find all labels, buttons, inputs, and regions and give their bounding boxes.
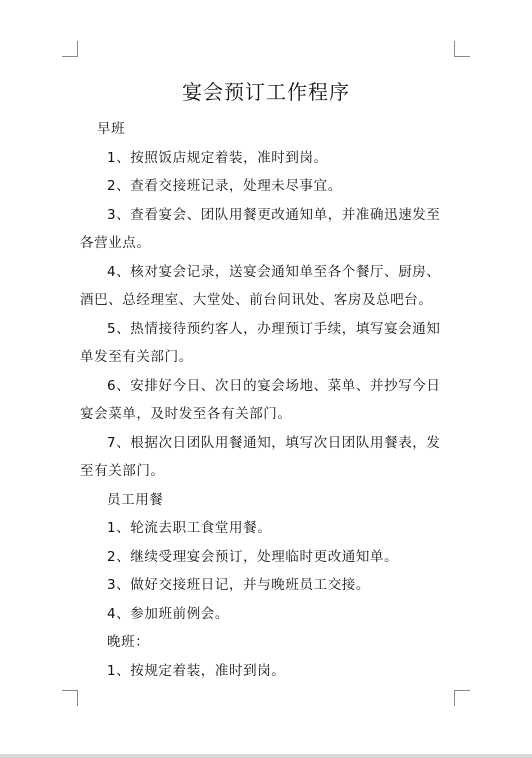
paragraph: 1、按照饭店规定着装，准时到岗。 xyxy=(107,149,328,166)
paragraph: 7、根据次日团队用餐通知，填写次日团队用餐表，发至有关部门。 xyxy=(80,434,441,479)
document-title: 宴会预订工作程序 xyxy=(182,80,350,104)
crop-mark-top-left xyxy=(62,41,78,57)
page-bottom-edge xyxy=(0,754,532,758)
crop-mark-bottom-right xyxy=(454,690,470,706)
paragraph: 2、查看交接班记录，处理未尽事宜。 xyxy=(107,178,342,194)
paragraph: 2、继续受理宴会预订，处理临时更改通知单。 xyxy=(107,548,399,565)
document-body xyxy=(80,115,452,685)
section-heading-staff-meal: 员工用餐 xyxy=(107,491,164,508)
paragraph: 3、查看宴会、团队用餐更改通知单，并准确迅速发至各营业点。 xyxy=(80,206,441,251)
paragraph: 4、核对宴会记录，送宴会通知单至各个餐厅、厨房、酒巴、总经理室、大堂处、前台问讯处、客房及总吧台。 xyxy=(80,263,441,308)
section-heading-early-shift: 早班 xyxy=(97,121,126,137)
crop-mark-top-right xyxy=(454,41,470,57)
paragraph: 6、安排好今日、次日的宴会场地、菜单、并抄写今日宴会菜单，及时发至各有关部门。 xyxy=(80,377,441,422)
paragraph: 3、做好交接班日记，并与晚班员工交接。 xyxy=(107,577,370,593)
paragraph: 1、按规定着装，准时到岗。 xyxy=(107,662,286,679)
crop-mark-bottom-left xyxy=(62,690,78,706)
paragraph: 1、轮流去职工食堂用餐。 xyxy=(107,520,272,536)
section-heading-late-shift: 晚班： xyxy=(107,634,150,650)
paragraph: 5、热情接待预约客人，办理预订手续，填写宴会通知单发至有关部门。 xyxy=(80,320,441,365)
paragraph: 4、参加班前例会。 xyxy=(107,605,229,622)
